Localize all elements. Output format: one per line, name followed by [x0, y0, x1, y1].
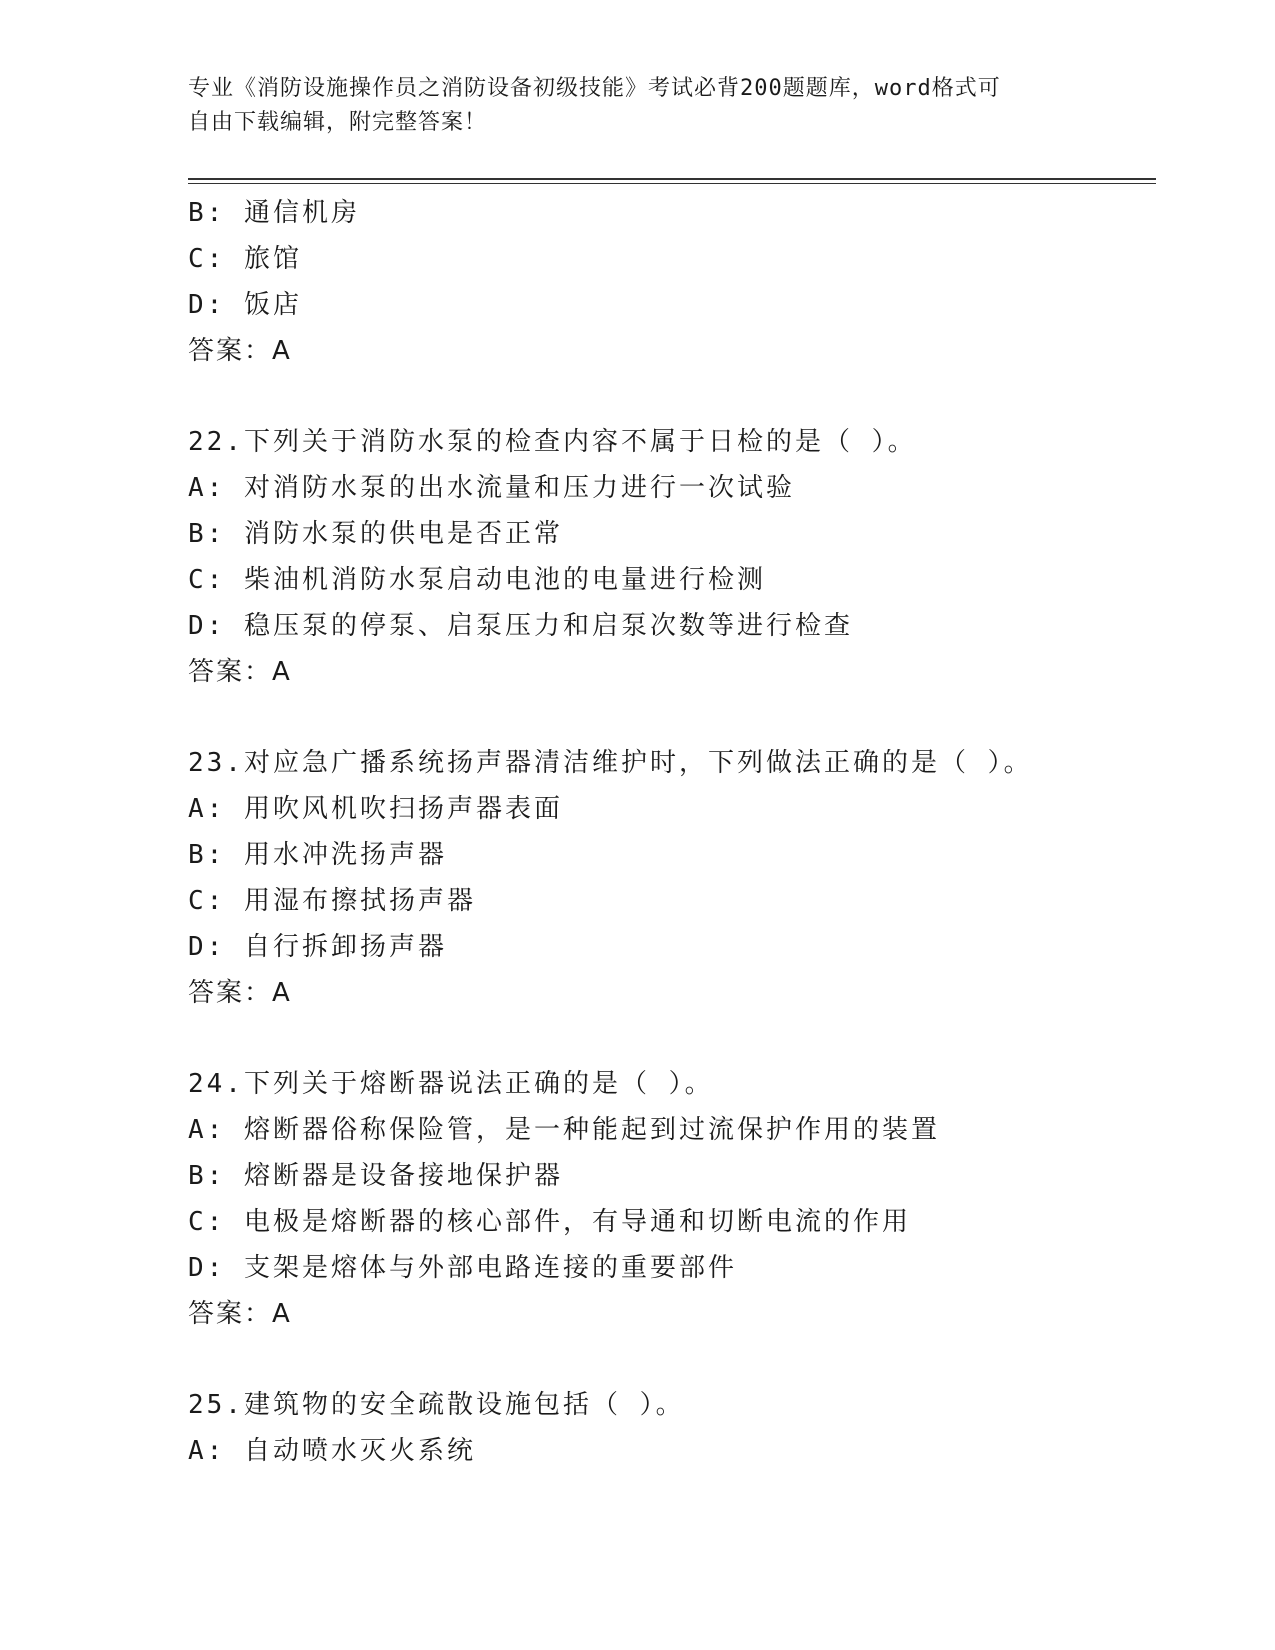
- option-a: A: 用吹风机吹扫扬声器表面: [188, 794, 563, 824]
- question-list: [188, 190, 1168, 1474]
- option-b: B: 消防水泵的供电是否正常: [188, 519, 563, 549]
- option-c: C: 旅馆: [188, 244, 302, 274]
- option-a: A: 自动喷水灭火系统: [188, 1436, 476, 1466]
- option-d: D: 饭店: [188, 290, 302, 320]
- answer-line: 答案：A: [188, 336, 292, 366]
- option-c: C: 柴油机消防水泵启动电池的电量进行检测: [188, 565, 766, 595]
- question-stem: 25.建筑物的安全疏散设施包括（ ）。: [188, 1390, 685, 1420]
- question-fragment-21: [188, 190, 1168, 374]
- question-23: [188, 740, 1168, 1016]
- question-stem: 24.下列关于熔断器说法正确的是（ ）。: [188, 1069, 714, 1099]
- question-24: [188, 1061, 1168, 1337]
- option-b: B: 用水冲洗扬声器: [188, 840, 447, 870]
- question-22: [188, 419, 1168, 695]
- question-stem: 22.下列关于消防水泵的检查内容不属于日检的是（ ）。: [188, 427, 917, 457]
- spacer: [188, 1016, 1168, 1061]
- header-title-line-1: 专业《消防设施操作员之消防设备初级技能》考试必背200题题库，word格式可: [188, 76, 1001, 101]
- spacer: [188, 695, 1168, 740]
- answer-line: 答案：A: [188, 657, 292, 687]
- option-b: B: 通信机房: [188, 198, 360, 228]
- spacer: [188, 374, 1168, 419]
- answer-line: 答案：A: [188, 1299, 292, 1329]
- question-25: [188, 1382, 1168, 1474]
- option-c: C: 电极是熔断器的核心部件，有导通和切断电流的作用: [188, 1207, 911, 1237]
- option-a: A: 熔断器俗称保险管，是一种能起到过流保护作用的装置: [188, 1115, 940, 1145]
- header-divider-thin: [188, 183, 1156, 184]
- header-title-line-2: 自由下载编辑，附完整答案！: [188, 110, 488, 135]
- option-a: A: 对消防水泵的出水流量和压力进行一次试验: [188, 473, 795, 503]
- answer-line: 答案：A: [188, 978, 292, 1008]
- header-divider-thick: [188, 178, 1156, 180]
- spacer: [188, 1337, 1168, 1382]
- option-d: D: 稳压泵的停泵、启泵压力和启泵次数等进行检查: [188, 611, 853, 641]
- document-header: [188, 72, 1088, 140]
- option-c: C: 用湿布擦拭扬声器: [188, 886, 476, 916]
- option-d: D: 支架是熔体与外部电路连接的重要部件: [188, 1253, 737, 1283]
- option-d: D: 自行拆卸扬声器: [188, 932, 447, 962]
- option-b: B: 熔断器是设备接地保护器: [188, 1161, 563, 1191]
- question-stem: 23.对应急广播系统扬声器清洁维护时，下列做法正确的是（ ）。: [188, 748, 1033, 778]
